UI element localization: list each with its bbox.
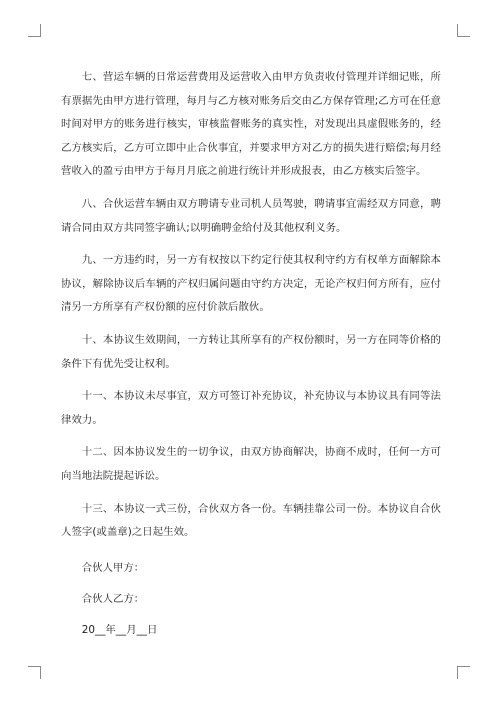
clause-10: 十、本协议生效期间，一方转让其所享有的产权份额时，另一方在同等价格的条件下有优先受让权利。 [61,333,441,370]
clause-9: 九、一方违约时，另一方有权按以下约定行使其权利守约方有权单方面解除本协议，解除协议后车辆的产权归属问题由守约方决定，无论产权归何方所有，应付清另一方所享有产权份额的应付价款后散伙。 [61,254,441,314]
signature-party-b: 合伙人乙方： [81,592,145,605]
clause-8: 八、合伙运营车辆由双方聘请专业司机人员驾驶，聘请事宜需经双方同意，聘请合同由双方共同签字确认;以明确聘金给付及其他权利义务。 [61,197,441,234]
clause-12: 十二、因本协议发生的一切争议，由双方协商解决，协商不成时，任何一方可向当地法院提起诉讼。 [61,446,441,482]
page-corner-mark-bottom-right [457,666,470,679]
page-corner-mark-bottom-left [28,666,41,679]
document-body [61,66,441,647]
page-corner-mark-top-left [28,24,41,37]
clause-13: 十三、本协议一式三份，合伙双方各一份。车辆挂靠公司一份。本协议自合伙人签字(或盖章)之日起生效。 [61,502,441,539]
clause-11: 十一、本协议未尽事宜，双方可签订补充协议，补充协议与本协议具有同等法律效力。 [61,390,441,426]
signature-party-a: 合伙人甲方： [81,561,145,574]
page-corner-mark-top-right [457,24,470,37]
clause-7: 七、营运车辆的日常运营费用及运营收入由甲方负责收付管理并详细记账，所有票据先由甲方进行管理，每月与乙方核对账务后交由乙方保存管理;乙方可在任意时间对甲方的账务进行核实，审核监督账务的真实性，对发现出具虚假账务的，经乙方核实后，乙方可立即中止合伙事宜，并要求甲方对乙方的损失进行赔偿;每月经营收入的盈亏由甲方于每月月底之前进行统计并形成报表，由乙方核实后签字。 [61,71,441,178]
signature-date: 20__年__月__日 [81,623,158,636]
signature-block [61,554,441,645]
